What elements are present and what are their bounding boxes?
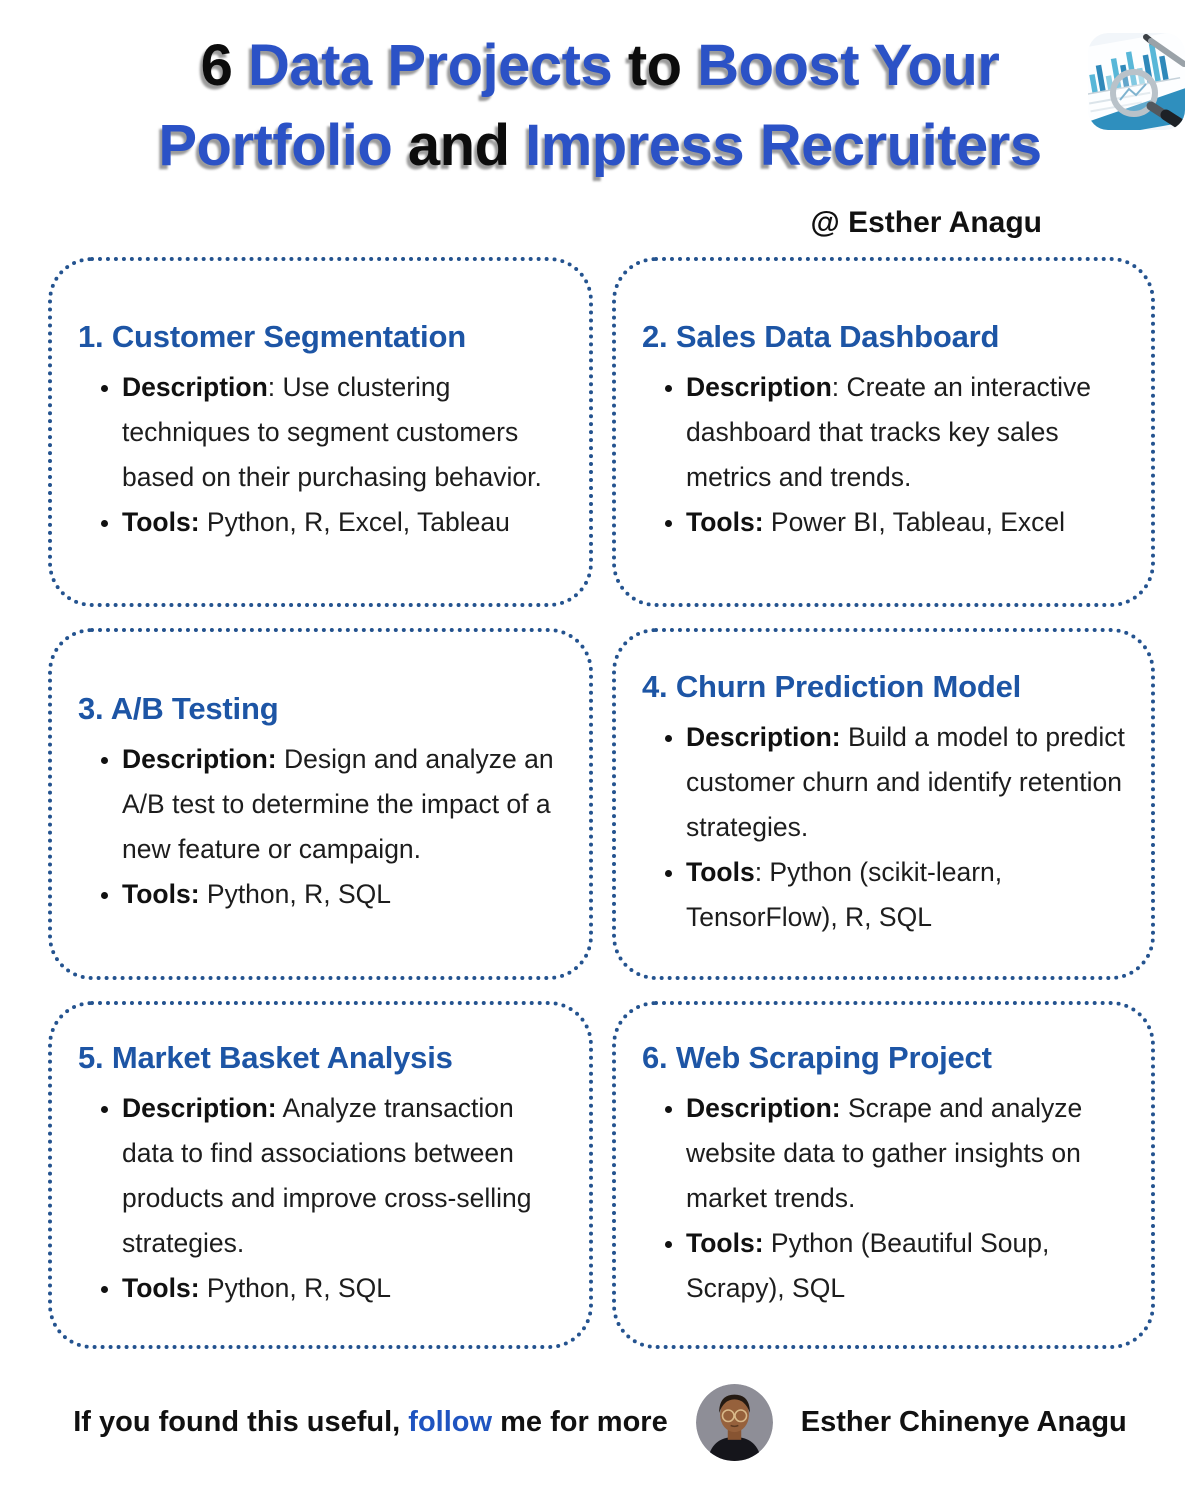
card-title: 5. Market Basket Analysis bbox=[78, 1039, 453, 1075]
project-card bbox=[48, 257, 593, 607]
bullet-item bbox=[686, 500, 1127, 545]
bullet-text: Power BI, Tableau, Excel bbox=[763, 507, 1066, 537]
card-title: 2. Sales Data Dashboard bbox=[642, 319, 1000, 354]
bullet-label: Description: bbox=[686, 1092, 841, 1123]
bullet-label: Description: bbox=[122, 1092, 277, 1123]
bullet-text: Python (Beautiful Soup, Scrapy), SQL bbox=[686, 1227, 1050, 1303]
project-card bbox=[48, 628, 593, 980]
bullet-item bbox=[122, 872, 565, 917]
bullet-text: Scrape and analyze website data to gather insights on market trends. bbox=[686, 1092, 1083, 1213]
title-segment: Impress Recruiters bbox=[525, 113, 1042, 178]
follow-cta bbox=[73, 1406, 668, 1439]
title-line-1 bbox=[0, 26, 1200, 106]
bullet-label: Tools: bbox=[122, 507, 200, 537]
bullet-label: Description: bbox=[686, 721, 841, 752]
card-bullets bbox=[74, 365, 565, 545]
bullet-item bbox=[122, 737, 565, 872]
bullet-text: Python, R, SQL bbox=[199, 1272, 392, 1303]
footer bbox=[0, 1384, 1200, 1461]
bullet-label: Description: bbox=[122, 744, 277, 774]
bullet-label: Tools: bbox=[686, 507, 764, 537]
bullet-text: Design and analyze an A/B test to determine the impact of a new feature or campaign. bbox=[122, 744, 554, 864]
card-title: 3. A/B Testing bbox=[78, 691, 279, 726]
bullet-text: : Python (scikit-learn, TensorFlow), R, SQL bbox=[686, 856, 1003, 932]
author-avatar bbox=[696, 1384, 773, 1461]
page-title bbox=[0, 26, 1200, 186]
bullet-item bbox=[686, 365, 1127, 500]
card-bullets bbox=[638, 715, 1127, 940]
title-segment: Portfolio bbox=[158, 113, 393, 178]
title-segment: to bbox=[612, 33, 698, 98]
card-bullets bbox=[74, 1086, 565, 1311]
title-segment: Data Projects bbox=[247, 33, 613, 98]
cta-suffix: me for more bbox=[492, 1406, 668, 1438]
card-title: 1. Customer Segmentation bbox=[78, 319, 466, 354]
bullet-text: Python, R, SQL bbox=[199, 879, 392, 909]
bullet-item bbox=[686, 715, 1127, 850]
bullet-text: : Use clustering techniques to segment customers based on their purchasing behavior. bbox=[122, 372, 542, 492]
bullet-label: Description bbox=[122, 372, 268, 402]
follow-link[interactable]: follow bbox=[408, 1406, 493, 1438]
card-bullets bbox=[638, 1086, 1127, 1311]
bullet-label: Tools: bbox=[122, 879, 200, 909]
bullet-label: Description bbox=[686, 372, 832, 402]
title-segment: Boost Your bbox=[697, 33, 1000, 98]
bullet-text: Python, R, Excel, Tableau bbox=[199, 507, 510, 537]
bullet-item bbox=[686, 1086, 1127, 1221]
bullet-text: Analyze transaction data to find associations between products and improve cross-selling strategies. bbox=[122, 1092, 532, 1258]
cta-prefix: If you found this useful, bbox=[73, 1406, 409, 1438]
bullet-label: Tools: bbox=[686, 1227, 764, 1258]
card-title: 6. Web Scraping Project bbox=[642, 1039, 992, 1075]
card-bullets bbox=[74, 737, 565, 917]
project-card bbox=[612, 1001, 1155, 1349]
bullet-label: Tools: bbox=[122, 1272, 200, 1303]
bullet-item bbox=[122, 365, 565, 500]
project-card bbox=[612, 257, 1155, 607]
bullet-text: Build a model to predict customer churn and identify retention strategies. bbox=[686, 721, 1125, 842]
card-bullets bbox=[638, 365, 1127, 545]
bullet-label: Tools bbox=[686, 856, 755, 887]
title-line-2 bbox=[0, 106, 1200, 186]
project-card bbox=[48, 1001, 593, 1349]
bullet-item bbox=[122, 500, 565, 545]
bullet-item bbox=[122, 1266, 565, 1311]
author-handle: @ Esther Anagu bbox=[810, 206, 1042, 239]
bullet-item bbox=[122, 1086, 565, 1266]
bullet-text: : Create an interactive dashboard that tracks key sales metrics and trends. bbox=[686, 372, 1092, 492]
project-card bbox=[612, 628, 1155, 980]
projects-grid bbox=[48, 257, 1155, 1349]
bullet-item bbox=[686, 1221, 1127, 1311]
title-segment: and bbox=[392, 113, 526, 178]
card-title: 4. Churn Prediction Model bbox=[642, 668, 1022, 704]
author-name: Esther Chinenye Anagu bbox=[800, 1406, 1127, 1438]
title-segment: 6 bbox=[200, 33, 248, 98]
bullet-item bbox=[686, 850, 1127, 940]
